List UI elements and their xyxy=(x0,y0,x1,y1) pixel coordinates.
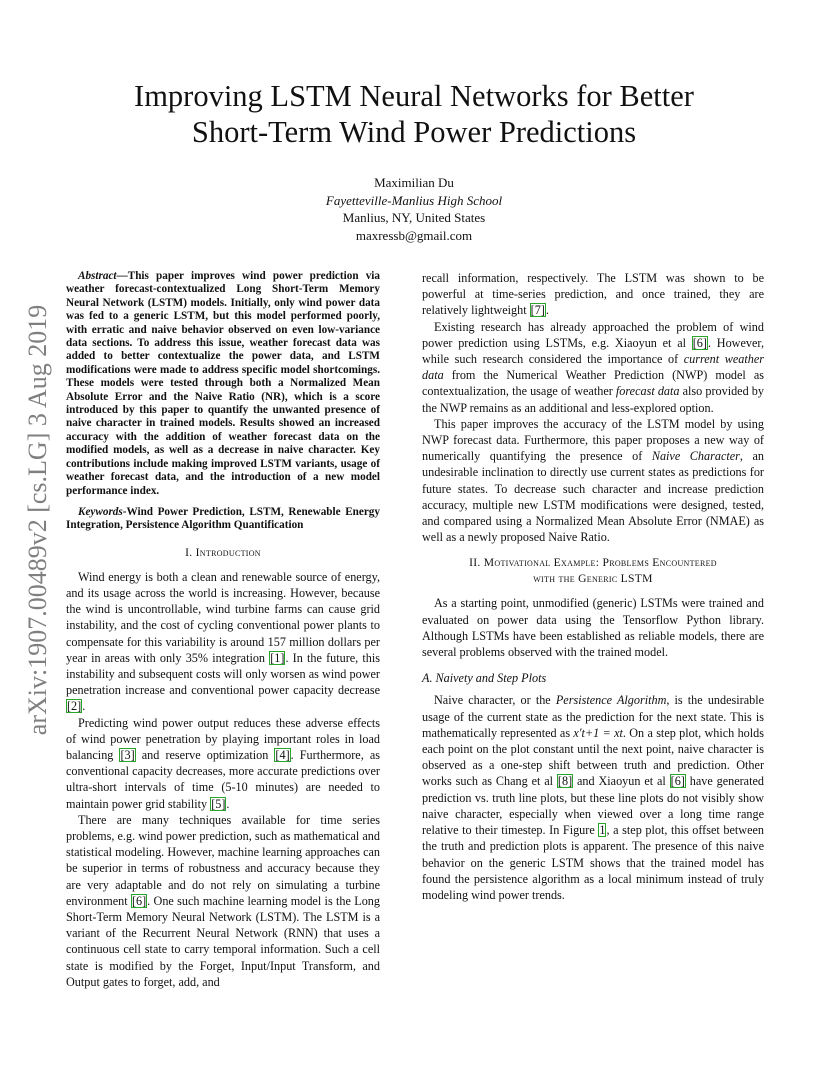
intro-paragraph-5: This paper improves the accuracy of the LSTM model by using NWP forecast data. Furthermore, this paper proposes a new way of numerically quantifying the presence of Naive Character, an undesirable inclination to directly use current states as predictions for future states. To decrease such character and increase prediction accuracy, multiple new LSTM modifications were designed, tested, and compared using a Normalized Mean Absolute Error (NMAE) as well as a newly proposed Naive Ratio. xyxy=(422,416,764,545)
motivation-paragraph-1: As a starting point, unmodified (generic) LSTMs were trained and evaluated on power data using the Tensorflow Python library. Although LSTMs have been established as reliable models, there are several problems observed with the trained model. xyxy=(422,596,764,660)
left-column xyxy=(66,270,380,990)
abstract xyxy=(66,270,380,498)
author-affiliation: Fayetteville-Manlius High School xyxy=(325,192,503,208)
intro-paragraph-3: There are many techniques available for time series problems, e.g. wind power prediction, such as mathematical and statistical modeling. However, machine learning approaches can be superior in terms of robustness and accuracy because they are very adaptable and do not rely on simulating a turbine environment [6]. One such machine learning model is the Long Short-Term Memory Neural Network (LSTM). The LSTM is a variant of the Recurrent Neural Network (RNN) that uses a continuous cell state to carry temporal information. Such a cell state is modified by the Forget, Input/Input Transform, and Output gates to forget, add, and xyxy=(66,812,380,989)
subsection-heading-naivety: A. Naivety and Step Plots xyxy=(422,671,547,686)
intro-paragraph-4: Existing research has already approached the problem of wind power prediction using LSTMs, e.g. Xiaoyun et al [6]. However, while such research considered the importance of current weather data from the Numerical Weather Prediction (NWP) model as contextualization, the usage of weather forecast data also provided by the NWP remains as an additional and less-explored option. xyxy=(422,319,764,415)
abstract-label: Abstract xyxy=(78,270,117,282)
intro-paragraph-3-continued: recall information, respectively. The LSTM was shown to be powerful at time-series prediction, and once trained, they are relatively lightweight [7]. xyxy=(422,271,764,318)
section-heading-introduction: I. Introduction xyxy=(185,545,261,559)
citation-link[interactable]: [5] xyxy=(211,796,226,811)
figure-reference-link[interactable]: 1 xyxy=(599,823,606,838)
title-line-1: Improving LSTM Neural Networks for Better xyxy=(134,79,694,113)
author-name: Maximilian Du xyxy=(374,175,454,190)
citation-link[interactable]: [2] xyxy=(67,699,82,714)
keywords-label: Keywords xyxy=(78,505,123,518)
title-line-2: Short-Term Wind Power Predictions xyxy=(191,115,637,149)
naive-equation: x′t+1 = xt xyxy=(573,725,623,740)
naivety-paragraph: Naive character, or the Persistence Algorithm, is the undesirable usage of the current state as the prediction for the next state. This is mathematically represented as x′t+1 = xt. On a step plot, which holds each point on the plot constant until the next point, naive character is observed as a one-step shift between truth and prediction. Other works such as Chang et al [8] and Xiaoyun et al [6] have generated prediction vs. truth line plots, but these line plots do not visibly show naive character, especially when viewed over a long time range relative to their timestep. In Figure 1, a step plot, this offset between the truth and prediction plots is apparent. The presence of this naive behavior on the generic LSTM shows that the trained model has found the persistence algorithm as a local minimum instead of truly modeling wind power trends. xyxy=(422,693,764,902)
intro-paragraph-1: Wind energy is both a clean and renewable source of energy, and its usage across the world is increasing. However, because the wind is uncontrollable, wind turbine farms can cause grid instability, and the cost of cycling conventional power plants to compensate for this variability is around 157 million dollars per year in areas with only 35% integration [1]. In the future, this instability and subsequent costs will only worsen as wind power penetration increase and conventional power capacity decrease [2]. xyxy=(66,569,380,714)
author-email: maxressb@gmail.com xyxy=(355,227,473,243)
citation-link[interactable]: [6] xyxy=(692,335,707,350)
abstract-text: —This paper improves wind power prediction via weather forecast-contextualized Long Short-Term Memory Neural Network (LSTM) models. Initially, only wind power data was fed to a generic LSTM, but this model performed poorly, with erratic and naive behavior observed on even low-variance data sections. To address this issue, weather forecast data was added to better contextualize the power data, and LSTM modifications were made to address specific model shortcomings. These models were tested through both a Normalized Mean Absolute Error and the Naive Ratio (NR), which is a score introduced by this paper to quantify the unwanted presence of naive character in trained models. Results showed an increased accuracy with the addition of weather forecast data on the modified models, as well as a decrease in naive character. Key contributions include making improved LSTM variants, usage of weather forecast data, and the introduction of a new model performance index. xyxy=(66,270,380,497)
citation-link[interactable]: [1] xyxy=(270,650,285,665)
citation-link[interactable]: [4] xyxy=(275,747,290,762)
keywords-text: -Wind Power Prediction, LSTM, Renewable Energy Integration, Persistence Algorithm Quantification xyxy=(66,505,380,532)
author-block xyxy=(214,174,614,244)
paper-title xyxy=(60,78,768,150)
intro-paragraph-2: Predicting wind power output reduces these adverse effects of wind power penetration by playing important roles in load balancing [3] and reserve optimization [4]. Furthermore, as conventional capacity decreases, more accurate predictions over ultra-short intervals of time (5-10 minutes) are needed to maintain power grid stability [5]. xyxy=(66,715,380,811)
right-column xyxy=(422,270,764,903)
author-location: Manlius, NY, United States xyxy=(342,210,486,225)
keywords xyxy=(66,506,380,533)
citation-link[interactable]: [7] xyxy=(530,303,545,318)
citation-link[interactable]: [6] xyxy=(670,774,685,789)
citation-link[interactable]: [6] xyxy=(131,893,147,908)
citation-link[interactable]: [3] xyxy=(120,747,135,762)
citation-link[interactable]: [8] xyxy=(557,774,573,789)
arxiv-stamp: arXiv:1907.00489v2 [cs.LG] 3 Aug 2019 xyxy=(23,304,52,736)
section-heading-motivational-example: II. Motivational Example: Problems Encountered with the Generic LSTM xyxy=(469,556,717,586)
